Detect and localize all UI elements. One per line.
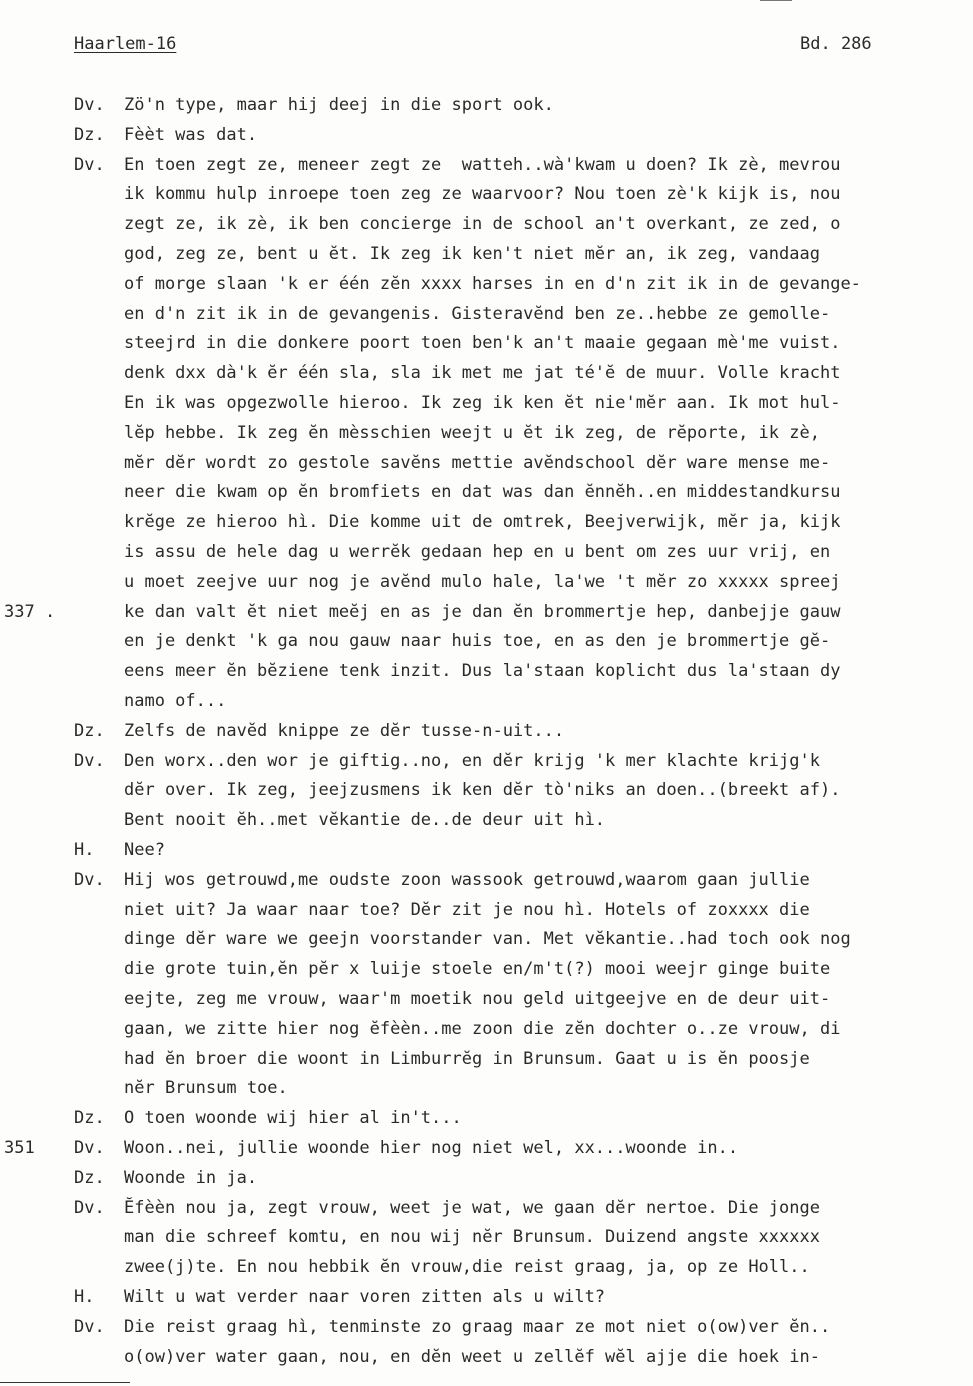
transcript-line <box>0 418 973 448</box>
transcript-text: mĕr dĕr wordt zo gestole savĕns mettie avĕndschool dĕr ware mense me- <box>124 453 831 473</box>
transcript-text: Die reist graag hì, tenminste zo graag maar ze mot niet o(ow)ver ĕn.. <box>124 1317 831 1337</box>
speaker-label: Dz. <box>74 1168 105 1188</box>
transcript-text: of morge slaan 'k er één zĕn xxxx harses in en d'n zit ik in de gevange- <box>124 274 861 294</box>
transcript-line <box>0 1044 973 1074</box>
transcript-line <box>0 895 973 925</box>
top-scratch-mark <box>760 0 792 1</box>
transcript-line <box>0 388 973 418</box>
transcript-line <box>0 1282 973 1312</box>
transcript-line <box>0 716 973 746</box>
transcript-line <box>0 477 973 507</box>
transcript-text: steejrd in die donkere poort toen ben'k an't maaie gegaan mè'me vuist. <box>124 333 841 353</box>
speaker-label: Dv. <box>74 1317 105 1337</box>
transcript-text: en d'n zit ik in de gevangenis. Gisteravĕnd ben ze..hebbe ze gemolle- <box>124 304 831 324</box>
transcript-line <box>0 656 973 686</box>
transcript-text: En toen zegt ze, meneer zegt ze watteh..wà'kwam u doen? Ik zè, mevrou <box>124 155 841 175</box>
transcript-line <box>0 179 973 209</box>
transcript-text: en je denkt 'k ga nou gauw naar huis toe, en as den je brommertje gĕ- <box>124 631 831 651</box>
transcript-text: dinge dĕr ware we geejn voorstander van. Met vĕkantie..had toch ook nog <box>124 929 851 949</box>
page-reference: Bd. 286 <box>800 34 872 54</box>
transcript-text: krĕge ze hieroo hì. Die komme uit de omtrek, Beejverwijk, mĕr ja, kijk <box>124 512 841 532</box>
transcript-line <box>0 269 973 299</box>
transcript-line <box>0 626 973 656</box>
transcript-text: Fèèt was dat. <box>124 125 258 145</box>
transcript-text: is assu de hele dag u werrĕk gedaan hep en u bent om zes uur vrij, en <box>124 542 831 562</box>
transcript-line <box>0 775 973 805</box>
transcript-text: ke dan valt ĕt niet meĕj en as je dan ĕn brommertje hep, danbejje gauw <box>124 602 841 622</box>
transcript-text: had ĕn broer die woont in Limburrĕg in Brunsum. Gaat u is ĕn poosje <box>124 1049 810 1069</box>
transcript-text: Woon..nei, jullie woonde hier nog niet wel, xx...woonde in.. <box>124 1138 739 1158</box>
transcript-line <box>0 1252 973 1282</box>
speaker-label: Dv. <box>74 870 105 890</box>
transcript-text: Hij wos getrouwd,me oudste zoon wassook getrouwd,waarom gaan jullie <box>124 870 810 890</box>
transcript-line <box>0 597 973 627</box>
speaker-label: Dv. <box>74 751 105 771</box>
speaker-label: Dz. <box>74 125 105 145</box>
transcript-line <box>0 239 973 269</box>
transcript-line <box>0 1193 973 1223</box>
transcript-text: zegt ze, ik zè, ik ben concierge in de school an't overkant, ze zed, o <box>124 214 841 234</box>
transcript-line <box>0 507 973 537</box>
speaker-label: H. <box>74 1287 95 1307</box>
transcript-line <box>0 1073 973 1103</box>
transcript-line <box>0 1163 973 1193</box>
transcript-line <box>0 984 973 1014</box>
transcript-text: denk dxx dà'k ĕr één sla, sla ik met me jat té'ĕ de muur. Volle kracht <box>124 363 841 383</box>
transcript-line <box>0 150 973 180</box>
transcript-text: eens meer ĕn bĕziene tenk inzit. Dus la'staan koplicht dus la'staan dy <box>124 661 841 681</box>
transcript-line <box>0 567 973 597</box>
transcript-line <box>0 1222 973 1252</box>
transcript-line <box>0 90 973 120</box>
transcript-text: En ik was opgezwolle hieroo. Ik zeg ik ken ĕt nie'mĕr aan. Ik mot hul- <box>124 393 841 413</box>
speaker-label: Dv. <box>74 1138 105 1158</box>
transcript-text: god, zeg ze, bent u ĕt. Ik zeg ik ken't niet mĕr an, ik zeg, vandaag <box>124 244 820 264</box>
transcript-text: u moet zeejve uur nog je avĕnd mulo hale, la'we 't mĕr zo xxxxx spreej <box>124 572 841 592</box>
speaker-label: Dv. <box>74 155 105 175</box>
transcript-line <box>0 686 973 716</box>
transcript-text: nĕr Brunsum toe. <box>124 1078 288 1098</box>
transcript-line <box>0 835 973 865</box>
transcript-line <box>0 1014 973 1044</box>
transcript-line <box>0 358 973 388</box>
transcript-text: Ĕfèèn nou ja, zegt vrouw, weet je wat, we gaan dĕr nertoe. Die jonge <box>124 1198 820 1218</box>
transcript-line <box>0 448 973 478</box>
transcript-line <box>0 1133 973 1163</box>
footer-rule <box>0 1382 130 1383</box>
transcript-text: Zö'n type, maar hij deej in die sport ook. <box>124 95 554 115</box>
transcript-text: Bent nooit ĕh..met vĕkantie de..de deur uit hì. <box>124 810 606 830</box>
transcript-line <box>0 865 973 895</box>
transcript-text: namo of... <box>124 691 227 711</box>
transcript-line <box>0 746 973 776</box>
transcript-text: lĕp hebbe. Ik zeg ĕn mèsschien weejt u ĕt ik zeg, de rĕporte, ik zè, <box>124 423 820 443</box>
transcript-line <box>0 120 973 150</box>
speaker-label: H. <box>74 840 95 860</box>
transcript-line <box>0 954 973 984</box>
transcript-line <box>0 1342 973 1372</box>
file-header: Haarlem-16 <box>74 34 177 54</box>
speaker-label: Dz. <box>74 1108 105 1128</box>
transcript-text: ik kommu hulp inroepe toen zeg ze waarvoor? Nou toen zè'k kijk is, nou <box>124 184 841 204</box>
transcript-text: neer die kwam op ĕn bromfiets en dat was dan ĕnnĕh..en middestandkursu <box>124 482 841 502</box>
transcript-line <box>0 299 973 329</box>
transcript-text: die grote tuin,ĕn pĕr x luije stoele en/m't(?) mooi weejr ginge buite <box>124 959 831 979</box>
transcript-text: O toen woonde wij hier al in't... <box>124 1108 462 1128</box>
transcript-line <box>0 1312 973 1342</box>
transcript-text: eejte, zeg me vrouw, waar'm moetik nou geld uitgeejve en de deur uit- <box>124 989 831 1009</box>
margin-number: 351 <box>4 1138 35 1158</box>
transcript-text: gaan, we zitte hier nog ĕfèèn..me zoon die zĕn dochter o..ze vrouw, di <box>124 1019 841 1039</box>
transcript-text: zwee(j)te. En nou hebbik ĕn vrouw,die reist graag, ja, op ze Holl.. <box>124 1257 810 1277</box>
transcript-line <box>0 924 973 954</box>
transcript-text: Zelfs de navĕd knippe ze dĕr tusse-n-uit... <box>124 721 565 741</box>
transcript-text: Nee? <box>124 840 165 860</box>
speaker-label: Dv. <box>74 1198 105 1218</box>
transcript-text: niet uit? Ja waar naar toe? Dĕr zit je nou hì. Hotels of zoxxxx die <box>124 900 810 920</box>
transcript-text: man die schreef komtu, en nou wij nĕr Brunsum. Duizend angste xxxxxx <box>124 1227 820 1247</box>
transcript-text: Woonde in ja. <box>124 1168 258 1188</box>
transcript-line <box>0 209 973 239</box>
speaker-label: Dv. <box>74 95 105 115</box>
transcript-line <box>0 537 973 567</box>
transcript-text: o(ow)ver water gaan, nou, en dĕn weet u zellĕf wĕl ajje die hoek in- <box>124 1347 820 1367</box>
transcript-text: Den worx..den wor je giftig..no, en dĕr krijg 'k mer klachte krijg'k <box>124 751 820 771</box>
transcript-line <box>0 328 973 358</box>
transcript-line <box>0 1103 973 1133</box>
transcript-line <box>0 805 973 835</box>
margin-number: 337 . <box>4 602 56 622</box>
transcript-text: Wilt u wat verder naar voren zitten als u wilt? <box>124 1287 606 1307</box>
speaker-label: Dz. <box>74 721 105 741</box>
transcript-text: dĕr over. Ik zeg, jeejzusmens ik ken dĕr tò'niks an doen..(breekt af). <box>124 780 841 800</box>
